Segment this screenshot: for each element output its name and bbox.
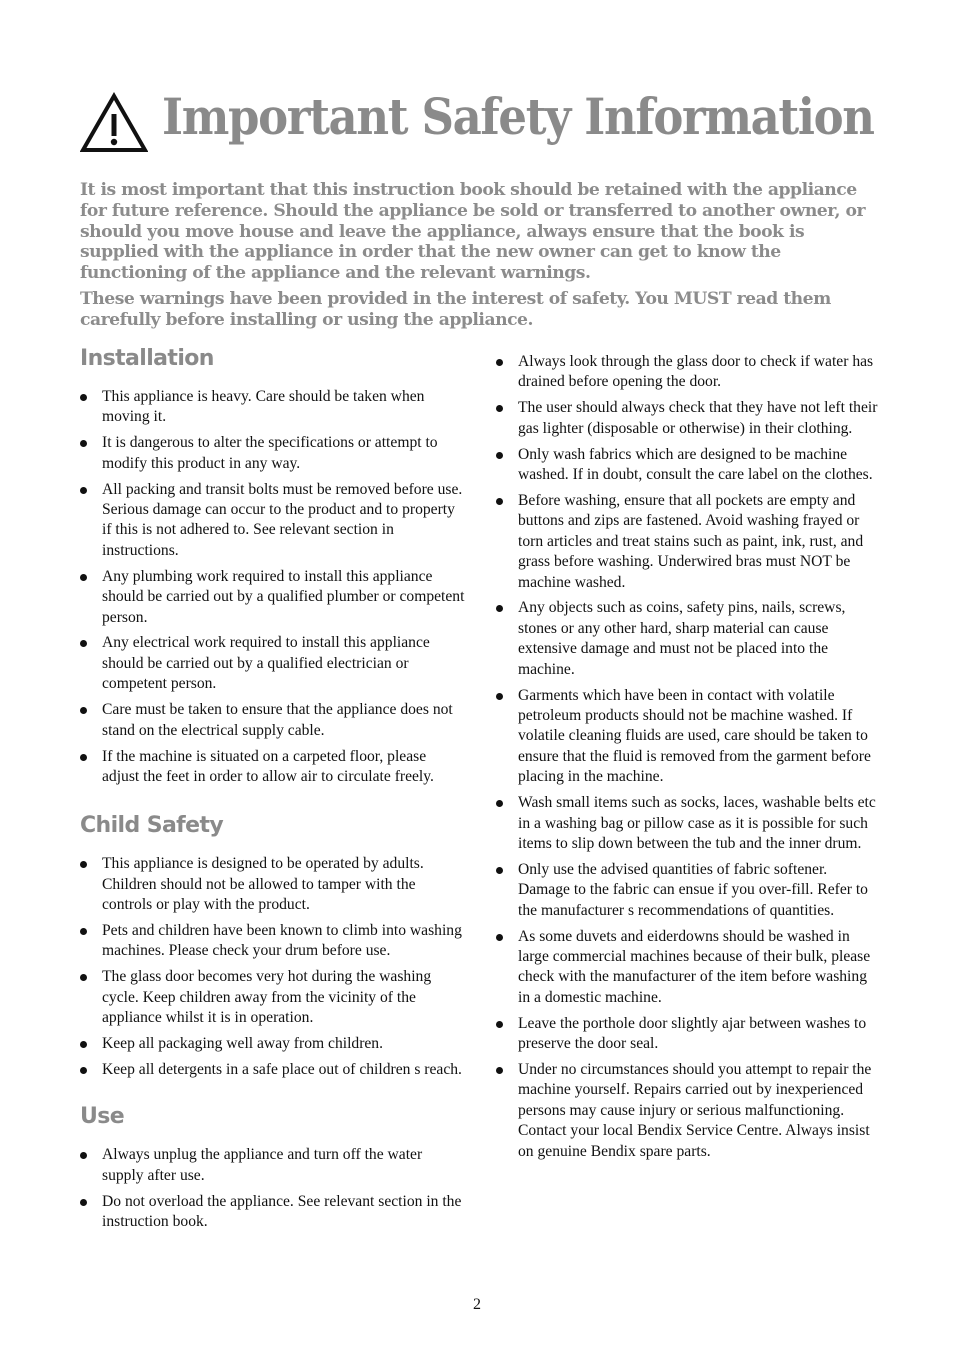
list-item xyxy=(80,480,465,562)
bullet-icon xyxy=(496,934,503,941)
list-item xyxy=(496,686,880,788)
list-item xyxy=(80,567,465,628)
list-item xyxy=(496,352,880,393)
list-item xyxy=(496,860,880,921)
bullet-icon xyxy=(80,861,87,868)
intro-paragraph: It is most important that this instruction book should be retained with the appliance for future reference. Should the appliance be sold or transferred to another owner, or should you move house and leave the appliance, always ensure that the book is supplied with the appliance in order that the new owner can get to know the functioning of the appliance and the relevant warnings. xyxy=(80,180,866,284)
title-row xyxy=(80,82,880,156)
bullet-icon xyxy=(496,693,503,700)
bullet-icon xyxy=(496,405,503,412)
bullet-icon xyxy=(80,640,87,647)
bullet-icon xyxy=(496,1021,503,1028)
list-item-text: All packing and transit bolts must be removed before use. Serious damage can occur to the product and to property if this is not adhered to. See relevant section in instructions. xyxy=(102,480,463,559)
bullet-icon xyxy=(496,1067,503,1074)
use-heading: Use xyxy=(80,1104,125,1130)
bullet-icon xyxy=(496,867,503,874)
list-item xyxy=(496,598,880,680)
intro-warning-paragraph: These warnings have been provided in the interest of safety. You MUST read them carefully before installing or using the appliance. xyxy=(80,289,831,330)
bullet-icon xyxy=(80,1152,87,1159)
list-item-text: Care must be taken to ensure that the appliance does not stand on the electrical supply cable. xyxy=(102,701,453,739)
bullet-icon xyxy=(80,574,87,581)
list-item-text: Always unplug the appliance and turn off the water supply after use. xyxy=(102,1146,423,1184)
list-item xyxy=(80,747,465,788)
list-item xyxy=(80,1192,465,1233)
list-item-text: Any electrical work required to install this appliance should be carried out by a qualified electrician or competent person. xyxy=(102,634,430,693)
list-item-text: Wash small items such as socks, laces, washable belts etc in a washing bag or pillow case as it is possible for such items to slip down between the tub and the inner drum. xyxy=(518,794,876,852)
bullet-icon xyxy=(80,394,87,401)
bullet-icon xyxy=(80,487,87,494)
list-item-text: Under no circumstances should you attempt to repair the machine yourself. Repairs carried out by inexperienced persons may cause injury or serious malfunctioning. Contact your local Bendix Service Centre. Always insist on genuine Bendix spare parts. xyxy=(518,1061,872,1160)
warning-triangle-icon xyxy=(80,92,148,154)
left-column xyxy=(80,342,465,1238)
bullet-icon xyxy=(496,498,503,505)
list-item xyxy=(80,854,465,915)
list-item xyxy=(496,1060,880,1162)
list-item-text: The glass door becomes very hot during the washing cycle. Keep children away from the vicinity of the appliance whilst it is in operation. xyxy=(102,968,432,1027)
list-item xyxy=(80,633,465,694)
list-item-text: If the machine is situated on a carpeted floor, please adjust the feet in order to allow air to circulate freely. xyxy=(102,747,434,785)
list-item-text: The user should always check that they have not left their gas lighter (disposable or otherwise) in their clothing. xyxy=(518,399,878,437)
list-item xyxy=(496,1014,880,1055)
list-item-text: Pets and children have been known to climb into washing machines. Please check your drum before use. xyxy=(102,922,462,960)
bullet-icon xyxy=(496,800,503,807)
bullet-icon xyxy=(80,707,87,714)
installation-list xyxy=(80,387,465,787)
list-item-text: Always look through the glass door to check if water has drained before opening the door. xyxy=(518,353,874,391)
list-item xyxy=(80,921,465,962)
list-item xyxy=(80,967,465,1028)
list-item-text: Before washing, ensure that all pockets are empty and buttons and zips are fastened. Avoid washing frayed or torn articles and treat stains such as paint, ink, rust, and grass before washing. Underwired bras must NOT be machine washed. xyxy=(518,491,864,591)
list-item-text: As some duvets and eiderdowns should be washed in large commercial machines because of their bulk, please check with the manufacturer of the item before washing in a domestic machine. xyxy=(518,927,871,1006)
bullet-icon xyxy=(496,452,503,459)
bullet-icon xyxy=(80,754,87,761)
list-item xyxy=(80,433,465,474)
list-item xyxy=(80,1145,465,1186)
list-item xyxy=(80,700,465,741)
bullet-icon xyxy=(80,440,87,447)
list-item-text: Only wash fabrics which are designed to be machine washed. If in doubt, consult the care label on the clothes. xyxy=(518,445,873,484)
list-item-text: Any objects such as coins, safety pins, nails, screws, stones or any other hard, sharp material can cause extensive damage and must not be placed into the machine. xyxy=(518,599,846,678)
list-item xyxy=(80,1060,465,1080)
page-number: 2 xyxy=(473,1296,481,1313)
bullet-icon xyxy=(496,605,503,612)
list-item xyxy=(496,398,880,439)
bullet-icon xyxy=(80,928,87,935)
child-safety-list xyxy=(80,854,465,1080)
use-list-continued xyxy=(496,352,880,1162)
page-title: Important Safety Information xyxy=(162,87,874,146)
list-item xyxy=(496,445,880,486)
list-item-text: This appliance is designed to be operated by adults. Children should not be allowed to tamper with the controls or play with the product. xyxy=(102,855,424,914)
right-column xyxy=(496,352,880,1168)
list-item-text: Leave the porthole door slightly ajar between washes to preserve the door seal. xyxy=(518,1014,867,1053)
use-list xyxy=(80,1145,465,1232)
bullet-icon xyxy=(80,1041,87,1048)
list-item xyxy=(496,927,880,1009)
bullet-icon xyxy=(80,974,87,981)
child-safety-heading: Child Safety xyxy=(80,813,224,839)
list-item-text: Do not overload the appliance. See relevant section in the instruction book. xyxy=(102,1192,462,1231)
list-item-text: Any plumbing work required to install this appliance should be carried out by a qualified plumber or competent person. xyxy=(102,567,465,626)
list-item-text: Keep all packaging well away from children. xyxy=(102,1035,384,1053)
list-item xyxy=(496,491,880,593)
list-item xyxy=(80,387,465,428)
list-item-text: Garments which have been in contact with volatile petroleum products should not be machine washed. If volatile cleaning fluids are used, care should be taken to ensure that the fluid is removed from the garment before placing in the machine. xyxy=(518,686,871,786)
installation-heading: Installation xyxy=(80,346,214,371)
bullet-icon xyxy=(80,1067,87,1074)
bullet-icon xyxy=(496,359,503,366)
list-item xyxy=(80,1034,465,1054)
list-item-text: Only use the advised quantities of fabric softener. Damage to the fabric can ensue if you over-fill. Refer to the manufacturer s recommendations of quantities. xyxy=(518,860,868,919)
list-item-text: This appliance is heavy. Care should be taken when moving it. xyxy=(102,388,425,426)
list-item-text: Keep all detergents in a safe place out of children s reach. xyxy=(102,1060,462,1078)
list-item-text: It is dangerous to alter the specifications or attempt to modify this product in any way. xyxy=(102,434,438,472)
bullet-icon xyxy=(80,1199,87,1206)
list-item xyxy=(496,793,880,854)
